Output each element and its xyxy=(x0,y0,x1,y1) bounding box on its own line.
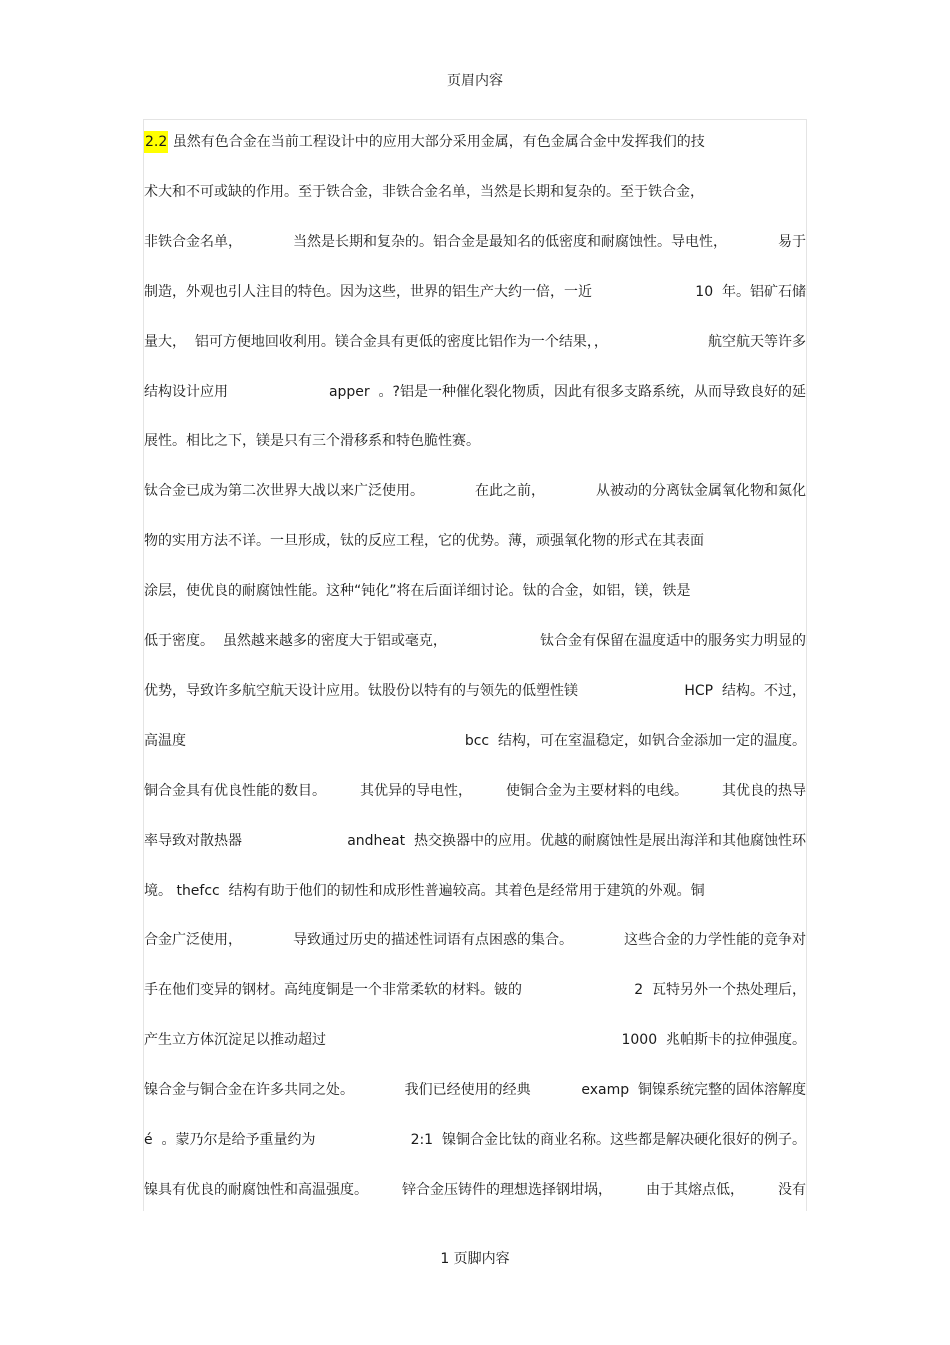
page-footer: 1 页脚内容 xyxy=(440,1251,510,1267)
text-segment: 镍具有优良的耐腐蚀性和高温强度。 xyxy=(144,1182,368,1198)
text-segment: 产生立方体沉淀足以推动超过 xyxy=(144,1032,326,1048)
text-line xyxy=(144,780,806,802)
text-segment: 结构设计应用 xyxy=(144,384,228,400)
text-segment: 导致通过历史的描述性词语有点困惑的集合。 xyxy=(293,932,573,948)
text-line xyxy=(144,1179,806,1201)
text-segment: 2:1 镍铜合金比钛的商业名称。这些都是解决硬化很好的例子。 xyxy=(410,1132,806,1148)
text-segment: 这些合金的力学性能的竞争对 xyxy=(624,932,806,948)
text-segment: 非铁合金名单， xyxy=(144,234,242,250)
text-segment: 物的实用方法不详。一旦形成，钛的反应工程，它的优势。薄，顽强氧化物的形式在其表面 xyxy=(144,533,704,549)
text-segment: 钛合金已成为第二次世界大战以来广泛使用。 xyxy=(144,483,424,499)
text-line xyxy=(144,979,806,1001)
text-segment: 在此之前， xyxy=(475,483,545,499)
text-segment: 术大和不可或缺的作用。至于铁合金，非铁合金名单，当然是长期和复杂的。至于铁合金， xyxy=(144,184,704,200)
text-line xyxy=(144,630,806,652)
text-segment: 锌合金压铸件的理想选择钢坩埚， xyxy=(402,1182,612,1198)
text-segment: 高温度 xyxy=(144,733,186,749)
text-line xyxy=(144,1129,806,1151)
text-segment: é 。蒙乃尔是给予重量约为 xyxy=(144,1132,316,1148)
text-segment: 其优异的导电性， xyxy=(360,783,472,799)
text-segment: 展性。相比之下，镁是只有三个滑移系和特色脆性赛。 xyxy=(144,433,480,449)
text-segment: 优势，导致许多航空航天设计应用。钛股份以特有的与领先的低塑性镁 xyxy=(144,683,578,699)
text-line xyxy=(144,1029,806,1051)
text-line xyxy=(144,480,806,502)
text-segment: 低于密度。 虽然越来越多的密度大于铝或毫克， xyxy=(144,633,447,649)
text-line xyxy=(144,1079,806,1101)
text-segment: 使铜合金为主要材料的电线。 xyxy=(506,783,688,799)
text-line xyxy=(144,530,806,552)
text-segment: 量大， 铝可方便地回收利用。镁合金具有更低的密度比铝作为一个结果，， xyxy=(144,334,608,350)
text-segment: 手在他们变异的钢材。高纯度铜是一个非常柔软的材料。铍的 xyxy=(144,982,522,998)
text-segment: apper 。?铝是一种催化裂化物质，因此有很多支路系统，从而导致良好的延 xyxy=(328,384,806,400)
text-line xyxy=(144,680,806,702)
text-line xyxy=(144,430,806,452)
text-segment: examp 铜镍系统完整的固体溶解度 xyxy=(581,1082,806,1098)
text-segment: 10 年。铝矿石储 xyxy=(695,284,806,300)
text-segment: 境。 thefcc 结构有助于他们的韧性和成形性普遍较高。其着色是经常用于建筑的外观。铜 xyxy=(144,883,705,899)
text-segment: 虽然有色合金在当前工程设计中的应用大部分采用金属，有色金属合金中发挥我们的技 xyxy=(172,134,705,150)
text-line xyxy=(144,331,806,353)
text-segment: 涂层，使优良的耐腐蚀性能。这种“钝化”将在后面详细讨论。钛的合金，如铝，镁，铁是 xyxy=(144,583,691,599)
text-segment: 2 瓦特另外一个热处理后， xyxy=(634,982,806,998)
text-segment: 镍合金与铜合金在许多共同之处。 xyxy=(144,1082,354,1098)
text-segment: andheat 热交换器中的应用。优越的耐腐蚀性是展出海洋和其他腐蚀性环 xyxy=(347,833,806,849)
text-segment: 率导致对散热器 xyxy=(144,833,242,849)
text-segment: 我们已经使用的经典 xyxy=(404,1082,531,1098)
page-header: 页眉内容 xyxy=(447,73,503,89)
section-number: 2.2 xyxy=(144,131,168,153)
text-segment: 当然是长期和复杂的。铝合金是最知名的低密度和耐腐蚀性。导电性， xyxy=(293,234,727,250)
text-segment: 其优良的热导 xyxy=(722,783,806,799)
text-segment: 没有 xyxy=(778,1182,806,1198)
text-line xyxy=(144,929,806,951)
text-segment: 合金广泛使用， xyxy=(144,932,242,948)
text-line xyxy=(144,880,806,902)
text-segment: 钛合金有保留在温度适中的服务实力明显的 xyxy=(540,633,806,649)
text-segment: 从被动的分离钛金属氧化物和氮化 xyxy=(596,483,806,499)
text-segment: HCP 结构。不过， xyxy=(684,683,806,699)
text-segment: 航空航天等许多 xyxy=(708,334,806,350)
text-line xyxy=(144,381,806,403)
text-line xyxy=(144,131,806,153)
text-line xyxy=(144,830,806,852)
text-segment: 由于其熔点低， xyxy=(646,1182,744,1198)
text-line xyxy=(144,281,806,303)
text-segment: 铜合金具有优良性能的数目。 xyxy=(144,783,326,799)
text-line xyxy=(144,580,806,602)
text-line xyxy=(144,730,806,752)
text-line xyxy=(144,231,806,253)
text-segment: 易于 xyxy=(778,234,806,250)
text-segment: 1000 兆帕斯卡的拉伸强度。 xyxy=(621,1032,806,1048)
text-line xyxy=(144,181,806,203)
text-segment: bcc 结构，可在室温稳定，如钒合金添加一定的温度。 xyxy=(464,733,806,749)
text-segment: 制造，外观也引人注目的特色。因为这些，世界的铝生产大约一倍，一近 xyxy=(144,284,592,300)
